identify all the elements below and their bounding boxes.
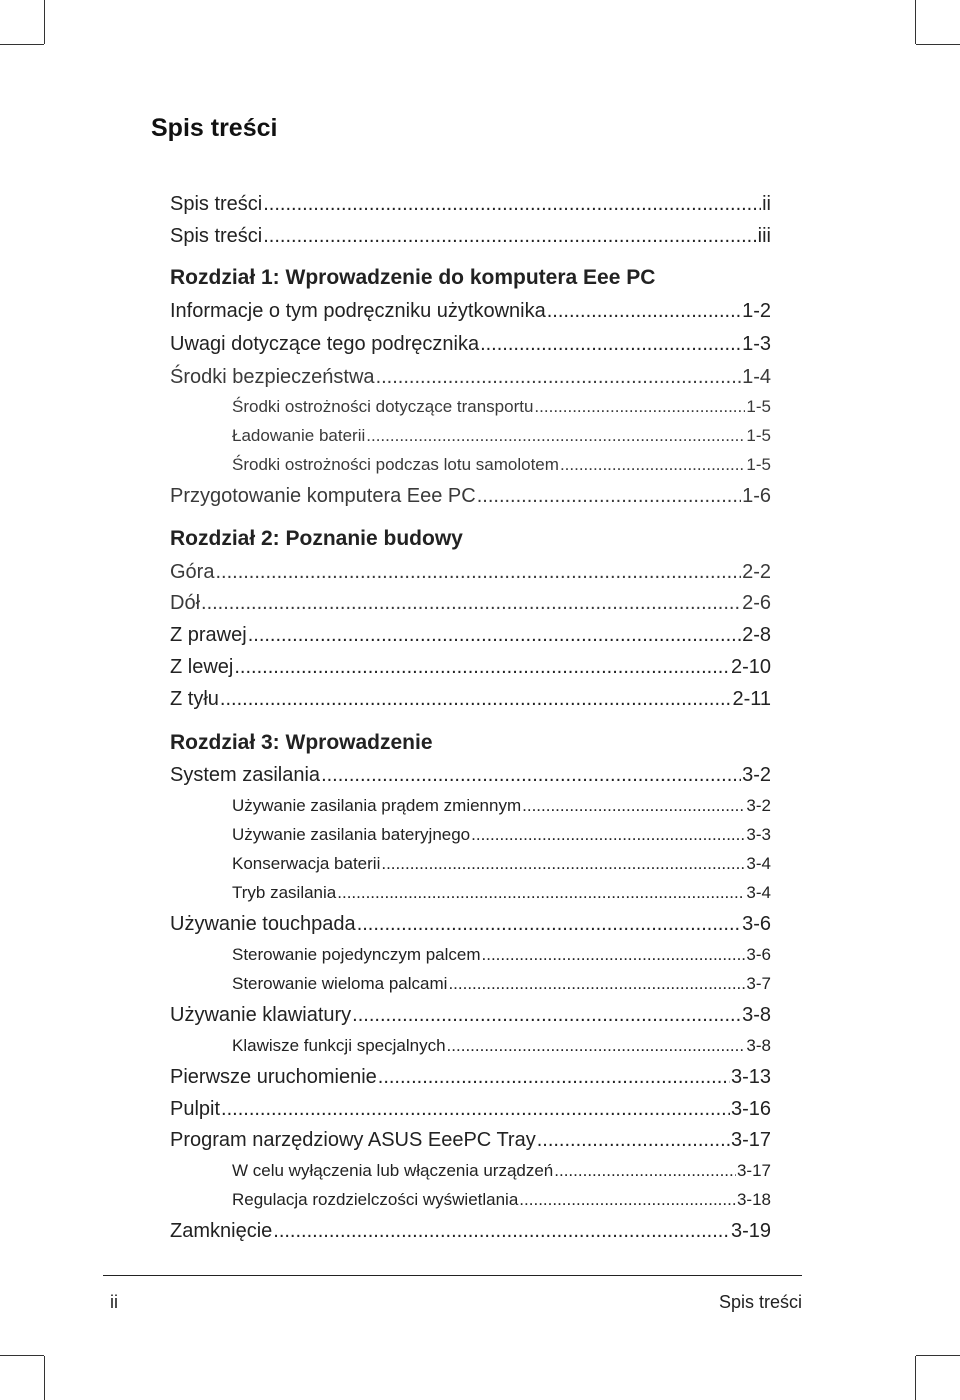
crop-mark — [916, 1355, 960, 1356]
chapter-heading: Rozdział 3: Wprowadzenie — [170, 731, 433, 754]
toc-entry[interactable]: Z prawej ..... 2-8 — [170, 624, 771, 647]
toc-entry[interactable]: Z tyłu ..... 2-11 — [170, 688, 771, 711]
crop-mark — [915, 1356, 916, 1400]
page-title: Spis treści — [151, 114, 278, 142]
crop-mark — [916, 44, 960, 45]
toc-subentry[interactable]: Sterowanie pojedynczym palcem ..... 3-6 — [170, 945, 771, 965]
toc-entry[interactable]: Zamknięcie ..... 3-19 — [170, 1220, 771, 1243]
crop-mark — [915, 0, 916, 44]
footer-rule — [103, 1275, 802, 1276]
toc-entry[interactable]: Z lewej ..... 2-10 — [170, 656, 771, 679]
footer-page-number: ii — [110, 1292, 118, 1312]
toc-subentry[interactable]: Używanie zasilania bateryjnego ..... 3-3 — [170, 825, 771, 845]
toc-subentry[interactable]: Regulacja rozdzielczości wyświetlania ..... 3-18 — [170, 1190, 771, 1210]
toc-entry[interactable]: Pulpit ..... 3-16 — [170, 1098, 771, 1121]
toc-entry[interactable]: System zasilania ..... 3-2 — [170, 764, 771, 787]
toc-entry[interactable]: Informacje o tym podręczniku użytkownika ..... 1-2 — [170, 300, 771, 323]
toc-entry[interactable]: Uwagi dotyczące tego podręcznika ..... 1-3 — [170, 333, 771, 356]
toc-subentry[interactable]: Używanie zasilania prądem zmiennym ..... 3-2 — [170, 796, 771, 816]
crop-mark — [44, 0, 45, 44]
toc-entry[interactable]: Program narzędziowy ASUS EeePC Tray ..... 3-17 — [170, 1129, 771, 1152]
toc-entry[interactable]: Używanie touchpada ..... 3-6 — [170, 913, 771, 936]
toc-subentry[interactable]: Konserwacja baterii ..... 3-4 — [170, 854, 771, 874]
chapter-heading: Rozdział 2: Poznanie budowy — [170, 527, 463, 550]
toc-entry[interactable]: Przygotowanie komputera Eee PC ..... 1-6 — [170, 485, 771, 508]
toc-entry[interactable]: Spis treści ..... iii — [170, 225, 771, 248]
toc-subentry[interactable]: W celu wyłączenia lub włączenia urządzeń ..... 3-17 — [170, 1161, 771, 1181]
toc-subentry[interactable]: Ładowanie baterii ..... 1-5 — [170, 426, 771, 446]
toc-entry[interactable]: Dół ..... 2-6 — [170, 592, 771, 615]
chapter-heading: Rozdział 1: Wprowadzenie do komputera Eee PC — [170, 266, 656, 289]
crop-mark — [44, 1356, 45, 1400]
toc-subentry[interactable]: Sterowanie wieloma palcami ..... 3-7 — [170, 974, 771, 994]
toc-subentry[interactable]: Środki ostrożności dotyczące transportu ..... 1-5 — [170, 397, 771, 417]
toc-entry[interactable]: Używanie klawiatury ..... 3-8 — [170, 1004, 771, 1027]
toc-subentry[interactable]: Środki ostrożności podczas lotu samolotem ..... 1-5 — [170, 455, 771, 475]
footer-section-title: Spis treści — [718, 1292, 802, 1312]
toc-entry[interactable]: Góra ..... 2-2 — [170, 561, 771, 584]
toc-subentry[interactable]: Tryb zasilania ..... 3-4 — [170, 883, 771, 903]
crop-mark — [0, 1355, 44, 1356]
toc-entry[interactable]: Środki bezpieczeństwa ..... 1-4 — [170, 366, 771, 389]
toc-entry[interactable]: Pierwsze uruchomienie ..... 3-13 — [170, 1066, 771, 1089]
crop-mark — [0, 44, 44, 45]
toc-entry[interactable]: Spis treści ..... ii — [170, 193, 771, 216]
toc-subentry[interactable]: Klawisze funkcji specjalnych ..... 3-8 — [170, 1036, 771, 1056]
